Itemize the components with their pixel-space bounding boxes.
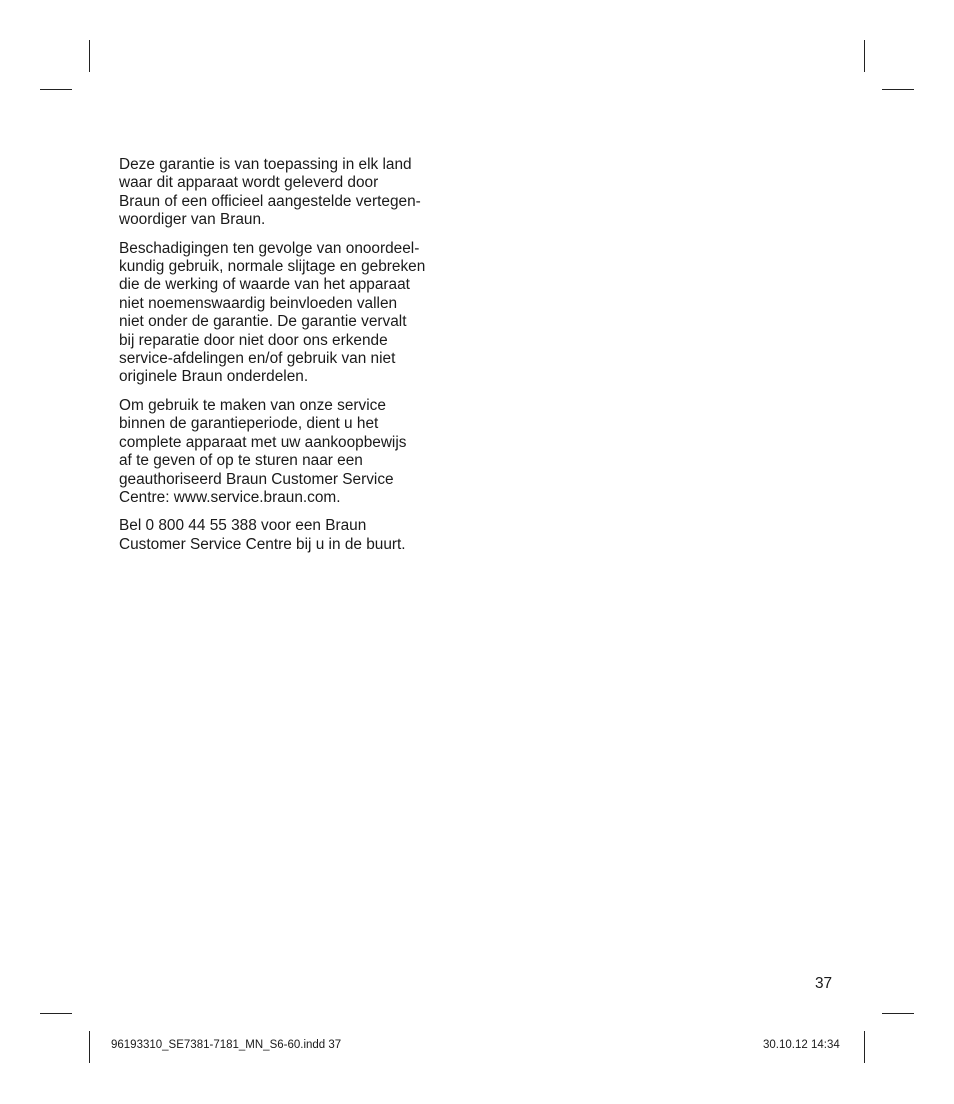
warranty-text [119,156,464,564]
crop-mark-top-left-horizontal [40,89,72,90]
text-line: Beschadigingen ten gevolge van onoordeel- [119,239,420,257]
text-line: af te geven of op te sturen naar een [119,452,363,470]
text-line: die de werking of waarde van het apparaat [119,276,410,294]
text-line: Bel 0 800 44 55 388 voor een Braun [119,517,367,535]
text-line: originele Braun onderdelen. [119,368,309,386]
paragraph-exclusions [119,240,464,387]
text-line: Deze garantie is van toepassing in elk land [119,156,412,173]
text-line: Om gebruik te maken van onze service [119,396,386,414]
text-line: Centre: www.service.braun.com. [119,488,341,506]
text-line: geauthoriseerd Braun Customer Service [119,470,394,488]
crop-mark-bottom-left-horizontal [40,1013,72,1014]
paragraph-scope [119,156,464,230]
crop-mark-top-left-vertical [89,40,90,72]
slug-file-info: 96193310_SE7381-7181_MN_S6-60.indd 37 [111,1039,342,1051]
crop-mark-top-right-vertical [864,40,865,72]
text-line: binnen de garantieperiode, dient u het [119,415,379,433]
text-line: niet onder de garantie. De garantie vervalt [119,313,407,331]
text-line: waar dit apparaat wordt geleverd door [119,174,379,192]
text-line: niet noemenswaardig beinvloeden vallen [119,294,398,312]
crop-mark-bottom-right-horizontal [882,1013,914,1014]
slug-datetime: 30.10.12 14:34 [763,1039,840,1051]
text-line: woordiger van Braun. [119,211,266,229]
text-line: complete apparaat met uw aankoopbewijs [119,433,407,451]
text-line: Customer Service Centre bij u in de buurt. [119,535,406,553]
text-line: service-afdelingen en/of gebruik van niet [119,350,396,368]
text-line: bij reparatie door niet door ons erkende [119,331,388,349]
text-line: Braun of een officieel aangestelde vertegen- [119,192,421,210]
paragraph-contact [119,517,464,554]
text-line: kundig gebruik, normale slijtage en gebreken [119,258,426,276]
page-number: 37 [815,975,833,992]
crop-mark-bottom-right-vertical [864,1031,865,1063]
paragraph-service [119,397,464,507]
crop-mark-top-right-horizontal [882,89,914,90]
crop-mark-bottom-left-vertical [89,1031,90,1063]
